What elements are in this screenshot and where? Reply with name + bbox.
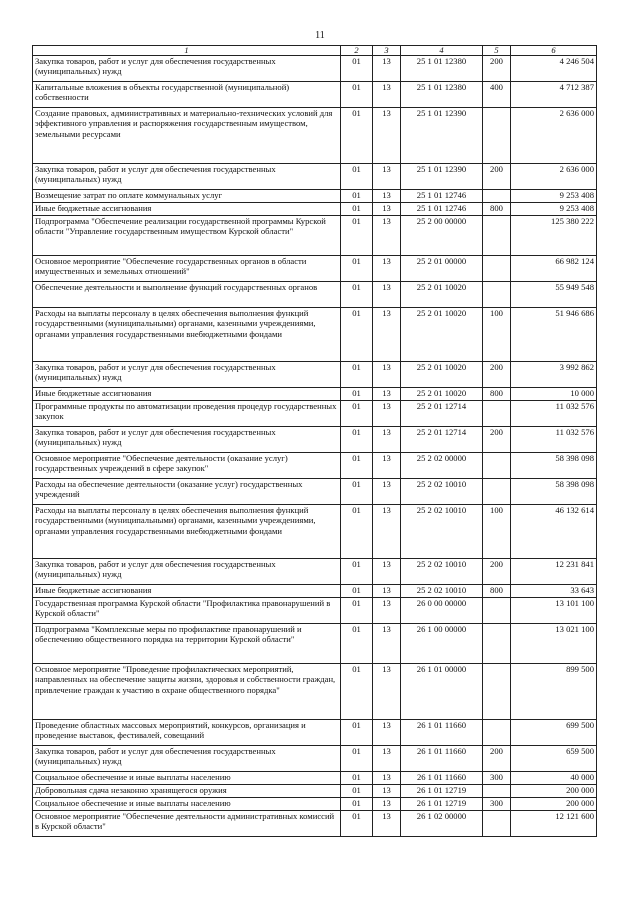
row-name: Проведение областных массовых мероприятий, конкурсов, организация и проведение выставок, фестивалей, совещаний [33,720,341,746]
row-subsection: 13 [373,401,401,427]
table-row [33,479,597,505]
row-amount: 12 231 841 [511,559,597,585]
row-subsection: 13 [373,190,401,203]
row-target-code: 26 1 00 00000 [401,624,483,664]
table-row [33,585,597,598]
row-amount: 51 946 686 [511,308,597,362]
row-section: 01 [341,585,373,598]
table-row [33,505,597,559]
row-target-code: 25 2 01 10020 [401,362,483,388]
row-section: 01 [341,256,373,282]
row-subsection: 13 [373,720,401,746]
row-subsection: 13 [373,108,401,164]
row-amount: 33 643 [511,585,597,598]
table-row [33,772,597,785]
row-amount: 200 000 [511,798,597,811]
row-amount: 200 000 [511,785,597,798]
row-target-code: 26 1 01 11660 [401,720,483,746]
row-target-code: 25 2 02 00000 [401,453,483,479]
row-name: Расходы на обеспечение деятельности (оказание услуг) государственных учреждений [33,479,341,505]
row-target-code: 25 2 01 10020 [401,308,483,362]
row-expense-type [483,282,511,308]
row-subsection: 13 [373,308,401,362]
row-section: 01 [341,108,373,164]
row-subsection: 13 [373,362,401,388]
table-row [33,388,597,401]
row-amount: 9 253 408 [511,190,597,203]
row-subsection: 13 [373,559,401,585]
row-subsection: 13 [373,256,401,282]
row-amount: 659 500 [511,746,597,772]
row-expense-type: 800 [483,388,511,401]
row-amount: 10 000 [511,388,597,401]
row-expense-type: 200 [483,746,511,772]
row-expense-type: 200 [483,559,511,585]
table-row [33,427,597,453]
row-amount: 66 982 124 [511,256,597,282]
budget-table [32,45,597,837]
row-expense-type: 200 [483,164,511,190]
row-expense-type: 200 [483,56,511,82]
table-row [33,559,597,585]
row-section: 01 [341,772,373,785]
header-col-3: 3 [373,46,401,56]
row-target-code: 26 1 01 00000 [401,664,483,720]
row-subsection: 13 [373,388,401,401]
header-col-5: 5 [483,46,511,56]
row-expense-type: 300 [483,798,511,811]
row-subsection: 13 [373,164,401,190]
row-name: Создание правовых, административных и материально-технических условий для эффективного управления и распоряжения государственным имуществом, земельными ресурсами [33,108,341,164]
row-expense-type [483,401,511,427]
row-name: Социальное обеспечение и иные выплаты населению [33,798,341,811]
row-target-code: 26 1 01 11660 [401,772,483,785]
row-amount: 3 992 862 [511,362,597,388]
row-expense-type [483,785,511,798]
row-name: Иные бюджетные ассигнования [33,388,341,401]
row-name: Расходы на выплаты персоналу в целях обеспечения выполнения функций государственными (муниципальными) органами, казенными учреждениями, органами управления государственными внебюджетными фондами [33,505,341,559]
table-row [33,164,597,190]
row-target-code: 25 2 02 10010 [401,559,483,585]
row-amount: 46 132 614 [511,505,597,559]
row-name: Основное мероприятие "Обеспечение деятельности административных комиссий в Курской области" [33,811,341,837]
row-expense-type: 100 [483,308,511,362]
row-section: 01 [341,720,373,746]
row-section: 01 [341,811,373,837]
row-target-code: 25 1 01 12746 [401,190,483,203]
row-name: Закупка товаров, работ и услуг для обеспечения государственных (муниципальных) нужд [33,746,341,772]
row-target-code: 25 2 02 10010 [401,505,483,559]
row-amount: 2 636 000 [511,164,597,190]
table-row [33,282,597,308]
row-subsection: 13 [373,785,401,798]
row-target-code: 25 2 01 10020 [401,282,483,308]
table-row [33,785,597,798]
row-amount: 2 636 000 [511,108,597,164]
row-expense-type [483,256,511,282]
row-section: 01 [341,401,373,427]
row-target-code: 25 1 01 12390 [401,164,483,190]
row-target-code: 25 2 01 12714 [401,401,483,427]
header-col-4: 4 [401,46,483,56]
row-target-code: 25 2 01 10020 [401,388,483,401]
row-subsection: 13 [373,585,401,598]
row-target-code: 25 1 01 12380 [401,82,483,108]
row-subsection: 13 [373,82,401,108]
row-section: 01 [341,282,373,308]
table-row [33,216,597,256]
row-name: Закупка товаров, работ и услуг для обеспечения государственных (муниципальных) нужд [33,427,341,453]
row-section: 01 [341,427,373,453]
row-expense-type [483,190,511,203]
page-number: 11 [315,30,325,41]
row-amount: 13 101 100 [511,598,597,624]
row-name: Подпрограмма "Комплексные меры по профилактике правонарушений и обеспечению общественного порядка на территории Курской области" [33,624,341,664]
row-name: Добровольная сдача незаконно хранящегося оружия [33,785,341,798]
row-section: 01 [341,362,373,388]
row-expense-type: 200 [483,427,511,453]
row-name: Расходы на выплаты персоналу в целях обеспечения выполнения функций государственными (муниципальными) органами, казенными учреждениями, органами управления государственными внебюджетными фондами [33,308,341,362]
row-section: 01 [341,785,373,798]
table-row [33,256,597,282]
row-amount: 58 398 098 [511,479,597,505]
row-target-code: 25 1 01 12746 [401,203,483,216]
row-amount: 9 253 408 [511,203,597,216]
row-subsection: 13 [373,479,401,505]
table-row [33,108,597,164]
row-amount: 699 500 [511,720,597,746]
row-amount: 899 500 [511,664,597,720]
table-row [33,811,597,837]
row-subsection: 13 [373,772,401,785]
row-expense-type: 400 [483,82,511,108]
row-expense-type [483,598,511,624]
row-name: Закупка товаров, работ и услуг для обеспечения государственных (муниципальных) нужд [33,164,341,190]
row-section: 01 [341,624,373,664]
row-name: Закупка товаров, работ и услуг для обеспечения государственных (муниципальных) нужд [33,559,341,585]
row-section: 01 [341,216,373,256]
row-amount: 4 712 387 [511,82,597,108]
row-section: 01 [341,164,373,190]
row-name: Возмещение затрат по оплате коммунальных услуг [33,190,341,203]
row-target-code: 26 0 00 00000 [401,598,483,624]
table-row [33,798,597,811]
row-section: 01 [341,746,373,772]
row-subsection: 13 [373,216,401,256]
table-row [33,82,597,108]
row-section: 01 [341,388,373,401]
row-subsection: 13 [373,203,401,216]
table-row [33,453,597,479]
row-target-code: 26 1 02 00000 [401,811,483,837]
row-target-code: 25 1 01 12390 [401,108,483,164]
table-row [33,664,597,720]
row-expense-type: 800 [483,585,511,598]
row-name: Основное мероприятие "Обеспечение государственных органов в области имущественных и земельных отношений" [33,256,341,282]
row-target-code: 25 2 01 12714 [401,427,483,453]
row-subsection: 13 [373,505,401,559]
row-name: Подпрограмма "Обеспечение реализации государственной программы Курской области "Управление государственным имуществом Курской области" [33,216,341,256]
row-section: 01 [341,598,373,624]
row-section: 01 [341,505,373,559]
table-row [33,624,597,664]
row-expense-type [483,811,511,837]
row-subsection: 13 [373,746,401,772]
row-section: 01 [341,56,373,82]
row-name: Закупка товаров, работ и услуг для обеспечения государственных (муниципальных) нужд [33,362,341,388]
row-name: Иные бюджетные ассигнования [33,585,341,598]
row-subsection: 13 [373,56,401,82]
table-row [33,401,597,427]
table-row [33,362,597,388]
row-target-code: 25 2 02 10010 [401,585,483,598]
row-expense-type: 800 [483,203,511,216]
table-row [33,56,597,82]
row-expense-type [483,720,511,746]
row-target-code: 25 2 00 00000 [401,216,483,256]
table-row [33,308,597,362]
row-section: 01 [341,798,373,811]
row-amount: 11 032 576 [511,401,597,427]
header-col-2: 2 [341,46,373,56]
row-expense-type: 300 [483,772,511,785]
table-row [33,720,597,746]
row-target-code: 26 1 01 12719 [401,785,483,798]
row-target-code: 25 1 01 12380 [401,56,483,82]
row-name: Социальное обеспечение и иные выплаты населению [33,772,341,785]
row-section: 01 [341,82,373,108]
row-target-code: 26 1 01 11660 [401,746,483,772]
row-amount: 11 032 576 [511,427,597,453]
table-row [33,746,597,772]
row-name: Программные продукты по автоматизации проведения процедур государственных закупок [33,401,341,427]
header-col-6: 6 [511,46,597,56]
row-name: Основное мероприятие "Обеспечение деятельности (оказание услуг) государственных учреждений в сфере закупок" [33,453,341,479]
row-target-code: 25 2 01 00000 [401,256,483,282]
row-section: 01 [341,190,373,203]
row-amount: 12 121 600 [511,811,597,837]
row-name: Иные бюджетные ассигнования [33,203,341,216]
row-name: Капитальные вложения в объекты государственной (муниципальной) собственности [33,82,341,108]
row-subsection: 13 [373,282,401,308]
row-expense-type [483,453,511,479]
row-section: 01 [341,308,373,362]
header-col-1: 1 [33,46,341,56]
row-section: 01 [341,453,373,479]
row-subsection: 13 [373,427,401,453]
row-expense-type: 200 [483,362,511,388]
row-subsection: 13 [373,664,401,720]
row-amount: 40 000 [511,772,597,785]
row-section: 01 [341,664,373,720]
row-subsection: 13 [373,598,401,624]
row-name: Государственная программа Курской области "Профилактика правонарушений в Курской области" [33,598,341,624]
row-amount: 125 380 222 [511,216,597,256]
row-name: Основное мероприятие "Проведение профилактических мероприятий, направленных на обеспечение защиты жизни, здоровья и собственности граждан, привлечение граждан к участию в охране общественного порядка" [33,664,341,720]
row-section: 01 [341,203,373,216]
table-header-row [33,46,597,56]
row-expense-type [483,664,511,720]
row-subsection: 13 [373,798,401,811]
row-name: Обеспечение деятельности и выполнение функций государственных органов [33,282,341,308]
row-section: 01 [341,479,373,505]
table-row [33,190,597,203]
row-expense-type [483,624,511,664]
table-row [33,598,597,624]
row-target-code: 25 2 02 10010 [401,479,483,505]
row-target-code: 26 1 01 12719 [401,798,483,811]
row-expense-type [483,108,511,164]
row-subsection: 13 [373,811,401,837]
row-amount: 13 021 100 [511,624,597,664]
row-expense-type: 100 [483,505,511,559]
row-amount: 55 949 548 [511,282,597,308]
row-expense-type [483,216,511,256]
row-section: 01 [341,559,373,585]
table-row [33,203,597,216]
row-name: Закупка товаров, работ и услуг для обеспечения государственных (муниципальных) нужд [33,56,341,82]
row-amount: 4 246 504 [511,56,597,82]
row-amount: 58 398 098 [511,453,597,479]
row-subsection: 13 [373,624,401,664]
row-subsection: 13 [373,453,401,479]
row-expense-type [483,479,511,505]
